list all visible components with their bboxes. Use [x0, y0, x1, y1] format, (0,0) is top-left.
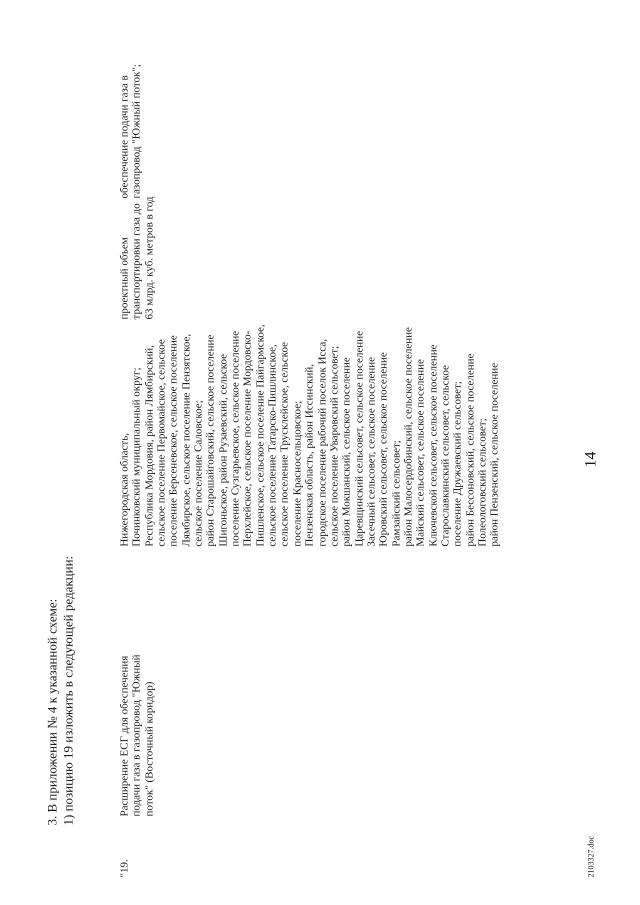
location-line: Пензенская область, район Иссинский,	[303, 363, 316, 547]
parameters-line: транспортировки газа до	[130, 202, 143, 319]
document-code: 2103327.doc	[586, 835, 595, 877]
location-line: сельское поселение Первомайское, сельское	[155, 338, 168, 547]
location-line: поселение Дружаевский сельсовет;	[451, 380, 464, 547]
parameters-line: проектный объем	[118, 236, 130, 319]
location-line: Засечный сельсовет, сельское поселение	[364, 356, 377, 547]
parameters-line: 63 млрд. куб. метров в год	[142, 196, 155, 319]
location-line: Майский сельсовет, сельское поселение	[414, 358, 427, 547]
location-line: Ключевской сельсовет, сельское поселение	[426, 343, 439, 547]
location-line: район Мокшанский, сельское поселение	[340, 356, 353, 547]
location-line: Лямбирское, сельское поселение Пензятское,	[179, 333, 192, 547]
amendment-subheading: 1) позицию 19 изложить в следующей редакции:	[60, 555, 75, 825]
location-line: поселение Сузгарьевское, сельское поселение	[229, 330, 242, 547]
location-line: район Пензенский, сельское поселение	[488, 362, 501, 547]
location-line: Починковский муниципальный округ;	[130, 366, 143, 547]
location-line: сельское поселение Татарско-Пишлинское,	[266, 343, 279, 547]
location-line: Нижегородская область,	[118, 432, 130, 547]
location-line: городское поселение рабочий поселок Исса,	[315, 338, 328, 547]
location-line: поселение Берсеневское, сельское поселение	[167, 334, 180, 547]
location-line: Царевщинский сельсовет, сельское поселение	[352, 330, 365, 547]
location-line: Старославкинский сельсовет, сельское	[438, 364, 451, 547]
row-number: "19.	[118, 858, 130, 877]
location-line: сельское поселение Трусклейское, сельское	[278, 341, 291, 547]
purpose-cell	[118, 64, 143, 198]
purpose-line: газопровод "Южный поток";	[130, 63, 143, 198]
object-name-cell	[118, 654, 155, 816]
location-line: район Старошайговский, сельское поселение	[204, 334, 217, 547]
location-line: поселение Красносельцовское;	[290, 400, 303, 547]
location-line: Рамзайский сельсовет;	[389, 439, 402, 547]
location-line: Шигоньское, район Рузаевский, сельское	[216, 353, 229, 547]
location-cell	[118, 324, 501, 546]
location-line: Республика Мордовия, район Лямбирский,	[142, 344, 155, 547]
location-line: Полеологовский сельсовет;	[475, 417, 488, 547]
location-line: район Бессоновский, сельское поселение	[463, 353, 476, 547]
parameters-cell	[118, 196, 155, 319]
location-line: сельское поселение Саловское;	[192, 399, 205, 547]
object-name-line: поток" (Восточный коридор)	[142, 681, 155, 816]
amendment-heading: 3. В приложении № 4 к указанной схеме:	[44, 598, 59, 825]
location-line: сельское поселение Уваровский сельсовет;	[327, 345, 340, 547]
location-line: Перхлейское, сельское поселение Мордовско-	[241, 330, 254, 547]
location-line: район Малосердобинский, сельское поселение	[401, 326, 414, 547]
location-line: Пишленское, сельское поселение Пайгармское,	[253, 323, 266, 547]
page-number: 14	[582, 451, 599, 467]
object-name-line: Расширение ЕСГ для обеспечения	[118, 655, 130, 816]
location-line: Юровский сельсовет, сельское поселение	[377, 351, 390, 547]
purpose-line: обеспечение подачи газа в	[118, 74, 130, 198]
object-name-line: подачи газа в газопровод "Южный	[130, 654, 143, 816]
